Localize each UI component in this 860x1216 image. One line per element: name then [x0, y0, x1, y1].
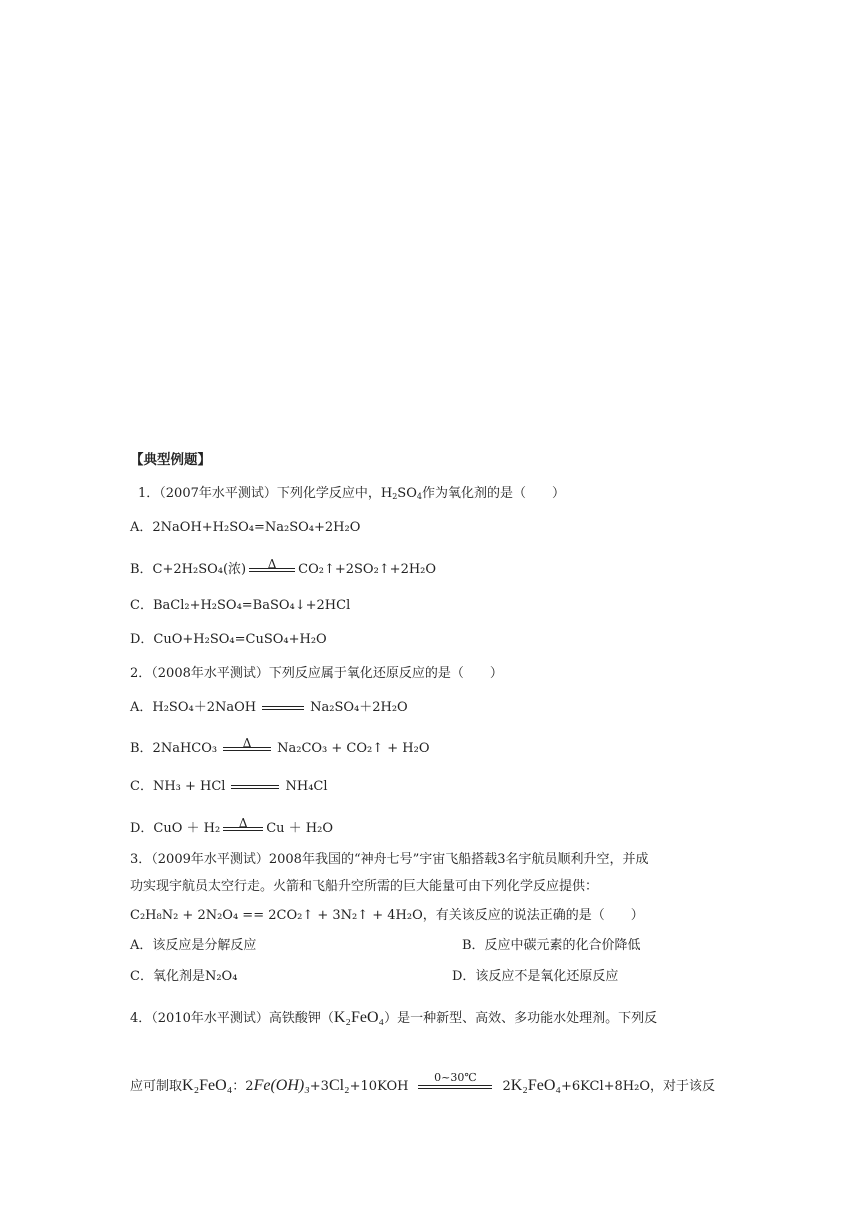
q2-option-b: B．2NaHCO₃ Δ Na₂CO₃ + CO₂↑ + H₂O [130, 735, 430, 756]
q2-stem: 2．（2008年水平测试）下列反应属于氧化还原反应的是（ ） [130, 666, 503, 681]
q1-stem: 1．（2007年水平测试）下列化学反应中，$H_2SO_4$作为氧化剂的是（ ） [138, 486, 565, 501]
q1-option-b: B．C+2H₂SO₄(浓) Δ CO₂↑+2SO₂↑+2H₂O [130, 556, 437, 577]
q2-option-c: C．NH₃ + HCl NH₄Cl [130, 779, 328, 794]
q4-line-1: 4．（2010年水平测试）高铁酸钾（K₂FeO₄）是一种新型、高效、多功能水处理剂。下列反 [130, 1009, 658, 1026]
q3-line-1: 3．（2009年水平测试）2008年我国的“神舟七号”宇宙飞船搭载3名宇航员顺利升空，并成 [130, 852, 649, 867]
section-title: 【典型例题】 [130, 452, 211, 468]
q4-line-2: 应可制取K₂FeO₄：2Fe(OH)₃+3Cl₂+10KOH 0~30℃ 2K₂FeO₄+6KCl+8H₂O，对于该反 [130, 1070, 715, 1094]
heat-arrow: Δ [223, 747, 271, 751]
condition-arrow: 0~30℃ [418, 1085, 492, 1089]
q3-line-3: C₂H₈N₂ + 2N₂O₄ == 2CO₂↑ + 3N₂↑ + 4H₂O，有关该反应的说法正确的是（ ） [130, 908, 644, 923]
q3-option-b: B．反应中碳元素的化合价降低 [462, 938, 641, 953]
q1-option-d: D．CuO+H₂SO₄=CuSO₄+H₂O [130, 632, 327, 647]
q2-option-d: D．CuO ＋ H₂ Δ Cu ＋ H₂O [130, 815, 334, 836]
q1-option-a: A．2NaOH+H₂SO₄=Na₂SO₄+2H₂O [130, 520, 361, 535]
q3-option-c: C．氧化剂是N₂O₄ [130, 969, 238, 984]
equals-arrow [262, 706, 304, 710]
q1-option-c: C．BaCl₂+H₂SO₄=BaSO₄↓+2HCl [130, 598, 351, 613]
heat-arrow: Δ [223, 827, 263, 831]
heat-arrow: Δ [249, 568, 295, 572]
q3-option-a: A．该反应是分解反应 [130, 938, 257, 953]
equals-arrow [231, 785, 279, 789]
q2-option-a: A．H₂SO₄＋2NaOH Na₂SO₄＋2H₂O [130, 700, 408, 715]
q3-line-2: 功实现宇航员太空行走。火箭和飞船升空所需的巨大能量可由下列化学反应提供： [130, 879, 599, 894]
q3-option-d: D．该反应不是氧化还原反应 [452, 969, 619, 984]
